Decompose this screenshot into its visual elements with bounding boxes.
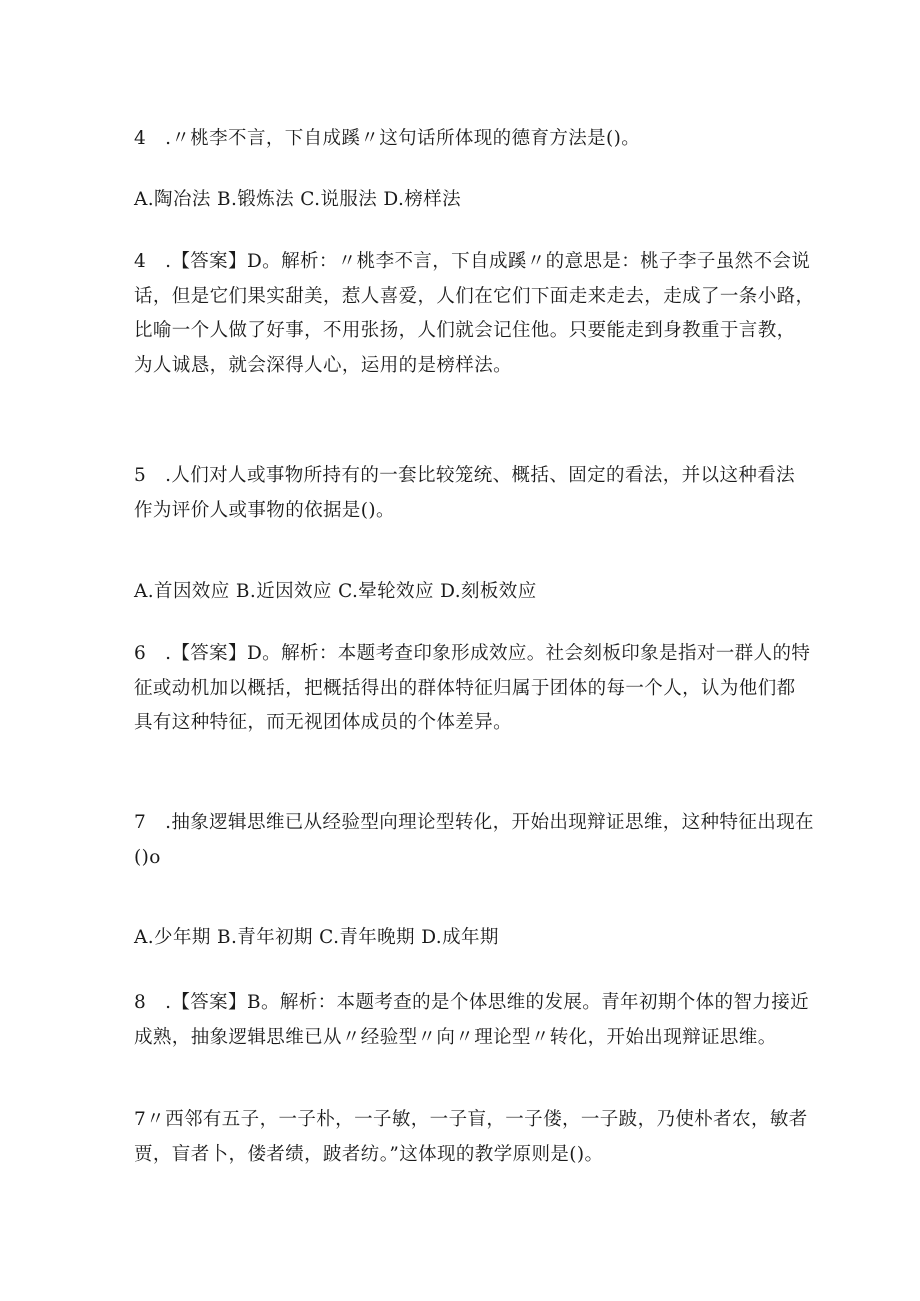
question-7b [134, 1103, 808, 1172]
text-line: A.陶冶法 B.锻炼法 C.说服法 D.榜样法 [134, 189, 461, 210]
text-line: 贾，盲者卜，偻者绩，跛者纺。”这体现的教学原则是()。 [134, 1143, 604, 1165]
text-line: 成熟，抽象逻辑思维已从〃经验型〃向〃理论型〃转化，开始出现辩证思维。 [134, 1026, 777, 1048]
question-5 [134, 459, 794, 528]
text-line: 8 .【答案】B。解析：本题考查的是个体思维的发展。青年初期个体的智力接近 [134, 992, 810, 1013]
question-5-options [134, 575, 794, 610]
question-7 [134, 806, 814, 875]
text-line: 7〃西邻有五子，一子朴，一子敏，一子盲，一子偻，一子跛，乃使朴者农，敏者 [134, 1109, 808, 1130]
text-line: 5 .人们对人或事物所持有的一套比较笼统、概括、固定的看法，并以这种看法 [134, 465, 796, 486]
text-line: ()o [134, 846, 161, 868]
text-line: 具有这种特征，而无视团体成员的个体差异。 [134, 712, 513, 733]
text-line: A.首因效应 B.近因效应 C.晕轮效应 D.刻板效应 [134, 581, 537, 602]
question-4 [134, 122, 794, 157]
text-line: 作为评价人或事物的依据是()。 [134, 499, 395, 521]
text-line: 征或动机加以概括，把概括得出的群体特征归属于团体的每一个人，认为他们都 [134, 677, 796, 699]
text-line: A.少年期 B.青年初期 C.青年晚期 D.成年期 [134, 927, 499, 948]
answer-8 [134, 986, 810, 1055]
question-4-options [134, 183, 794, 218]
text-line: 比喻一个人做了好事，不用张扬，人们就会记住他。只要能走到身教重于言教， [134, 320, 796, 341]
answer-4 [134, 245, 815, 383]
text-line: 7 .抽象逻辑思维已从经验型向理论型转化，开始出现辩证思维，这种特征出现在 [134, 812, 814, 833]
text-line: 为人诚恳，就会深得人心，运用的是榜样法。 [134, 354, 513, 376]
text-line: 6 .【答案】D。解析：本题考查印象形成效应。社会刻板印象是指对一群人的特 [134, 643, 811, 664]
answer-6 [134, 637, 811, 741]
text-line: 4 .〃桃李不言，下自成蹊〃这句话所体现的德育方法是()。 [134, 128, 641, 149]
text-line: 4 .【答案】D。解析：〃桃李不言，下自成蹊〃的意思是：桃子李子虽然不会说 [134, 251, 811, 272]
question-7-options [134, 921, 794, 956]
text-line: 话，但是它们果实甜美，惹人喜爱，人们在它们下面走来走去，走成了一条小路， [134, 285, 815, 307]
